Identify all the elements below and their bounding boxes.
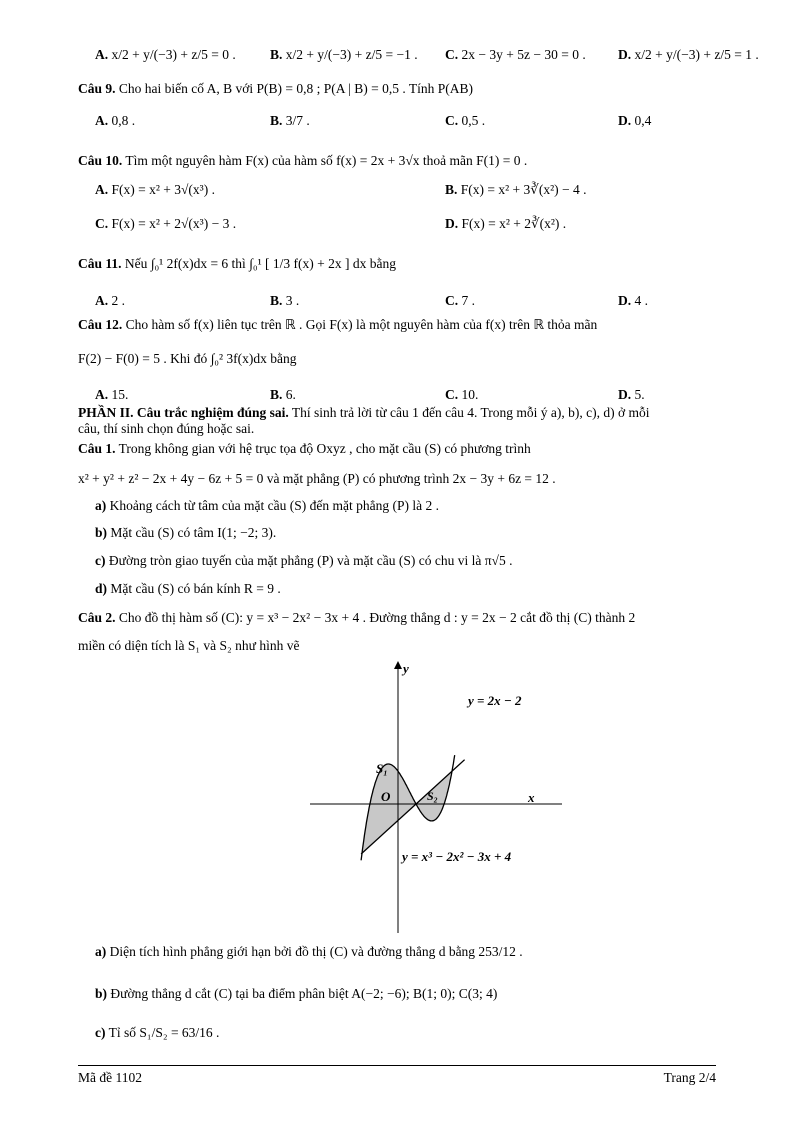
q9-option-c: [445, 112, 485, 130]
question-text: Cho hàm số f(x) liên tục trên ℝ . Gọi F(x) là một nguyên hàm của f(x) trên ℝ thỏa mãn: [125, 317, 598, 332]
curve-label: y = x³ − 2x² − 3x + 4: [402, 849, 512, 864]
question-text: Cho đồ thị hàm số (C): y = x³ − 2x² − 3x + 4 . Đường thẳng d : y = 2x − 2 cắt đồ thị (C) thành 2: [118, 610, 636, 625]
item-text: Mặt cầu (S) có tâm I(1; −2; 3).: [110, 525, 277, 540]
q8-option-d: [618, 46, 759, 64]
q8-option-c: [445, 46, 586, 64]
item-text: Mặt cầu (S) có bán kính R = 9 .: [110, 581, 281, 596]
question-title: Câu 11.: [78, 256, 122, 271]
q8-option-b: [270, 46, 418, 64]
c1-stem: [78, 440, 531, 458]
item-label: c): [95, 1025, 106, 1040]
page-number: Trang 2/4: [663, 1070, 716, 1085]
option-text: 10.: [461, 387, 479, 402]
option-label: B.: [445, 182, 458, 197]
option-label: A.: [95, 113, 109, 128]
q12-stem-cont: [78, 350, 297, 368]
q11-option-d: [618, 292, 648, 310]
q11-option-a: [95, 292, 125, 310]
question-text: Cho hai biến cố A, B với P(B) = 0,8 ; P(A | B) = 0,5 . Tính P(AB): [118, 81, 473, 96]
c2-stem-cont: [78, 637, 299, 655]
option-text: F(x) = x² + 2√(x³) − 3 .: [111, 216, 237, 231]
question-text: Nếu ∫₀¹ 2f(x)dx = 6 thì ∫₀¹ [ 1/3 f(x) + 2x ] dx bằng: [124, 256, 396, 271]
question-title: Câu 9.: [78, 81, 116, 96]
question-text: Tìm một nguyên hàm F(x) của hàm số f(x) = 2x + 3√x thoả mãn F(1) = 0 .: [125, 153, 528, 168]
item-label: a): [95, 944, 107, 959]
part2-intro-cont: [78, 420, 254, 438]
q12-option-a: [95, 386, 128, 404]
q10-option-b: [445, 181, 587, 199]
option-label: C.: [95, 216, 109, 231]
q10-option-a: [95, 181, 215, 199]
q10-option-c: [95, 215, 236, 233]
function-graph: [300, 655, 580, 935]
option-text: 7 .: [461, 293, 475, 308]
option-label: A.: [95, 387, 109, 402]
item-text: Đường tròn giao tuyến của mặt phẳng (P) và mặt cầu (S) có chu vi là π√5 .: [108, 553, 513, 568]
q11-option-b: [270, 292, 299, 310]
section-title: PHẦN II. Câu trắc nghiệm đúng sai.: [78, 405, 289, 420]
c1-item-d: [95, 580, 281, 598]
item-label: d): [95, 581, 108, 596]
option-label: D.: [618, 47, 632, 62]
c1-item-b: [95, 524, 276, 542]
section-intro: Thí sinh trả lời từ câu 1 đến câu 4. Trong mỗi ý a), b), c), d) ở mỗi: [291, 405, 650, 420]
c1-item-a: [95, 497, 439, 515]
item-text: Diện tích hình phẳng giới hạn bởi đồ thị (C) và đường thẳng d bằng 253/12 .: [109, 944, 523, 959]
option-text: 3 .: [285, 293, 300, 308]
option-text: 5.: [634, 387, 645, 402]
q9-option-a: [95, 112, 135, 130]
option-text: 0,8 .: [111, 113, 136, 128]
option-text: F(x) = x² + 2∛(x²) .: [461, 216, 567, 231]
option-text: 2x − 3y + 5z − 30 = 0 .: [461, 47, 586, 62]
option-label: D.: [618, 113, 632, 128]
c2-item-a: [95, 943, 523, 961]
y-axis-label: y: [403, 661, 409, 676]
origin-label: O: [381, 789, 391, 804]
x-axis-label: x: [528, 790, 535, 805]
c1-stem-cont: [78, 470, 556, 488]
option-text: 2 .: [111, 293, 125, 308]
option-text: F(x) = x² + 3∛(x²) − 4 .: [460, 182, 587, 197]
option-label: A.: [95, 47, 109, 62]
item-text: Khoảng cách từ tâm của mặt cầu (S) đến mặt phẳng (P) là 2 .: [109, 498, 439, 513]
q9-option-d: [618, 112, 651, 130]
option-label: D.: [445, 216, 459, 231]
option-label: A.: [95, 293, 109, 308]
option-label: C.: [445, 47, 459, 62]
q12-option-c: [445, 386, 478, 404]
option-text: 15.: [111, 387, 129, 402]
question-text: x² + y² + z² − 2x + 4y − 6z + 5 = 0 và mặt phẳng (P) có phương trình 2x − 3y + 6z = 12 .: [78, 471, 556, 486]
option-label: B.: [270, 113, 283, 128]
q10-option-d: [445, 215, 566, 233]
q12-option-d: [618, 386, 645, 404]
option-label: C.: [445, 293, 459, 308]
region-s2-label: S₂: [427, 789, 438, 803]
question-title: Câu 12.: [78, 317, 123, 332]
item-text: Tỉ số S₁/S₂ = 63/16 .: [108, 1025, 220, 1040]
footer-divider: [78, 1065, 716, 1066]
option-text: x/2 + y/(−3) + z/5 = −1 .: [285, 47, 418, 62]
option-label: C.: [445, 113, 459, 128]
c2-stem: [78, 609, 635, 627]
region-s1-label: S₁: [376, 761, 388, 776]
q11-stem: [78, 255, 396, 273]
option-text: x/2 + y/(−3) + z/5 = 0 .: [111, 47, 236, 62]
item-label: c): [95, 553, 106, 568]
option-label: B.: [270, 387, 283, 402]
option-label: D.: [618, 387, 632, 402]
exam-code: Mã đề 1102: [78, 1070, 142, 1085]
question-title: Câu 1.: [78, 441, 116, 456]
q8-option-a: [95, 46, 236, 64]
option-text: 6.: [285, 387, 296, 402]
item-label: b): [95, 525, 108, 540]
item-text: Đường thẳng d cắt (C) tại ba điểm phân biệt A(−2; −6); B(1; 0); C(3; 4): [110, 986, 498, 1001]
question-title: Câu 2.: [78, 610, 116, 625]
option-label: C.: [445, 387, 459, 402]
question-text: miền có diện tích là S₁ và S₂ như hình vẽ: [78, 638, 300, 653]
section-intro: câu, thí sinh chọn đúng hoặc sai.: [78, 421, 255, 436]
option-label: A.: [95, 182, 109, 197]
option-label: B.: [270, 293, 283, 308]
c2-item-b: [95, 985, 497, 1003]
option-text: 0,5 .: [461, 113, 486, 128]
c1-item-c: [95, 552, 512, 570]
option-text: 0,4: [634, 113, 652, 128]
question-title: Câu 10.: [78, 153, 123, 168]
q12-option-b: [270, 386, 296, 404]
option-text: 3/7 .: [285, 113, 310, 128]
option-text: 4 .: [634, 293, 648, 308]
q12-stem: [78, 316, 597, 334]
question-text: F(2) − F(0) = 5 . Khi đó ∫₀² 3f(x)dx bằng: [78, 351, 297, 366]
q11-option-c: [445, 292, 475, 310]
c2-item-c: [95, 1024, 219, 1042]
line-label: y = 2x − 2: [468, 693, 522, 708]
q10-stem: [78, 152, 527, 170]
option-label: B.: [270, 47, 283, 62]
q9-option-b: [270, 112, 310, 130]
question-text: Trong không gian với hệ trục tọa độ Oxyz , cho mặt cầu (S) có phương trình: [118, 441, 531, 456]
option-text: F(x) = x² + 3√(x³) .: [111, 182, 215, 197]
item-label: b): [95, 986, 108, 1001]
option-text: x/2 + y/(−3) + z/5 = 1 .: [634, 47, 759, 62]
item-label: a): [95, 498, 107, 513]
q9-stem: [78, 80, 473, 98]
region-s1: [362, 764, 416, 853]
option-label: D.: [618, 293, 632, 308]
